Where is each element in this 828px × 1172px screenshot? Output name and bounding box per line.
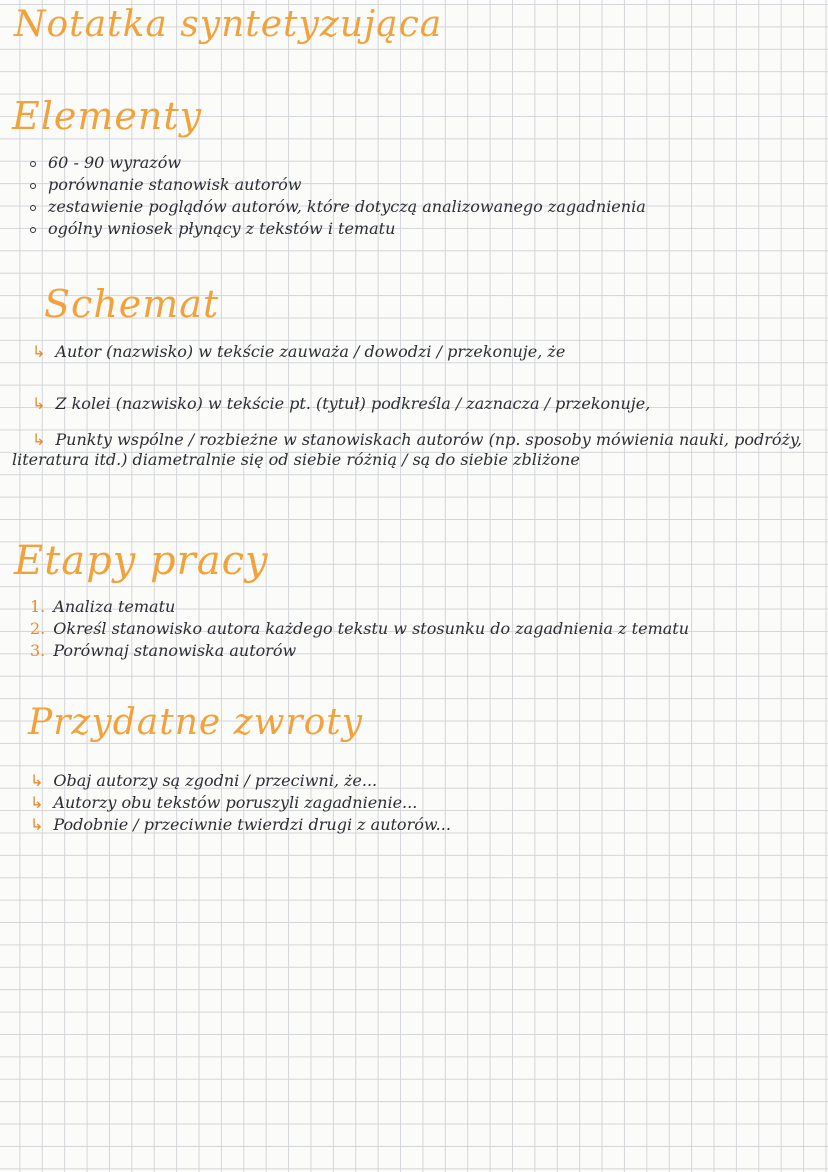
list-item <box>30 640 689 662</box>
elements-list <box>28 152 646 240</box>
step-text: Analiza tematu <box>53 597 176 616</box>
step-text: Porównaj stanowiska autorów <box>53 641 297 660</box>
arrow-icon: ↳ <box>30 815 44 834</box>
arrow-icon: ↳ <box>30 793 44 812</box>
phrase-text: Autorzy obu tekstów poruszyli zagadnienie... <box>53 793 418 812</box>
list-item: zestawienie poglądów autorów, które dotyczą analizowanego zagadnienia <box>28 196 646 218</box>
step-number: 3. <box>30 641 46 660</box>
arrow-icon: ↳ <box>32 394 46 413</box>
arrow-icon: ↳ <box>30 771 44 790</box>
schemat-text: Autor (nazwisko) w tekście zauważa / dowodzi / przekonuje, że <box>55 342 566 361</box>
arrow-icon: ↳ <box>32 342 46 361</box>
list-item <box>30 792 451 814</box>
list-item: ogólny wniosek płynący z tekstów i tematu <box>28 218 646 240</box>
heading-elements: Elementy <box>12 94 203 138</box>
list-item: porównanie stanowisk autorów <box>28 174 646 196</box>
phrase-text: Obaj autorzy są zgodni / przeciwni, że... <box>53 771 378 790</box>
schemat-line-2 <box>32 394 650 413</box>
phrase-text: Podobnie / przeciwnie twierdzi drugi z autorów... <box>53 815 451 834</box>
step-number: 2. <box>30 619 46 638</box>
list-item <box>30 770 451 792</box>
etapy-list <box>30 596 689 662</box>
step-number: 1. <box>30 597 46 616</box>
list-item <box>30 618 689 640</box>
heading-schemat: Schemat <box>44 282 220 326</box>
schemat-line-1 <box>32 342 565 361</box>
list-item <box>30 596 689 618</box>
schemat-text: Punkty wspólne / rozbieżne w stanowiskach autorów (np. sposoby mówienia nauki, podróży, literatura itd.) diametralnie się od siebie różnią / są do siebie zbliżone <box>12 430 802 469</box>
heading-etapy: Etapy pracy <box>14 538 269 584</box>
arrow-icon: ↳ <box>32 430 46 449</box>
step-text: Określ stanowisko autora każdego tekstu w stosunku do zagadnienia z tematu <box>53 619 690 638</box>
list-item <box>30 814 451 836</box>
schemat-text: Z kolei (nazwisko) w tekście pt. (tytuł) podkreśla / zaznacza / przekonuje, <box>55 394 651 413</box>
schemat-line-3 <box>12 430 818 470</box>
heading-zwroty: Przydatne zwroty <box>28 702 364 743</box>
zwroty-list <box>30 770 451 836</box>
page-title: Notatka syntetyzująca <box>14 4 443 45</box>
list-item: 60 - 90 wyrazów <box>28 152 646 174</box>
